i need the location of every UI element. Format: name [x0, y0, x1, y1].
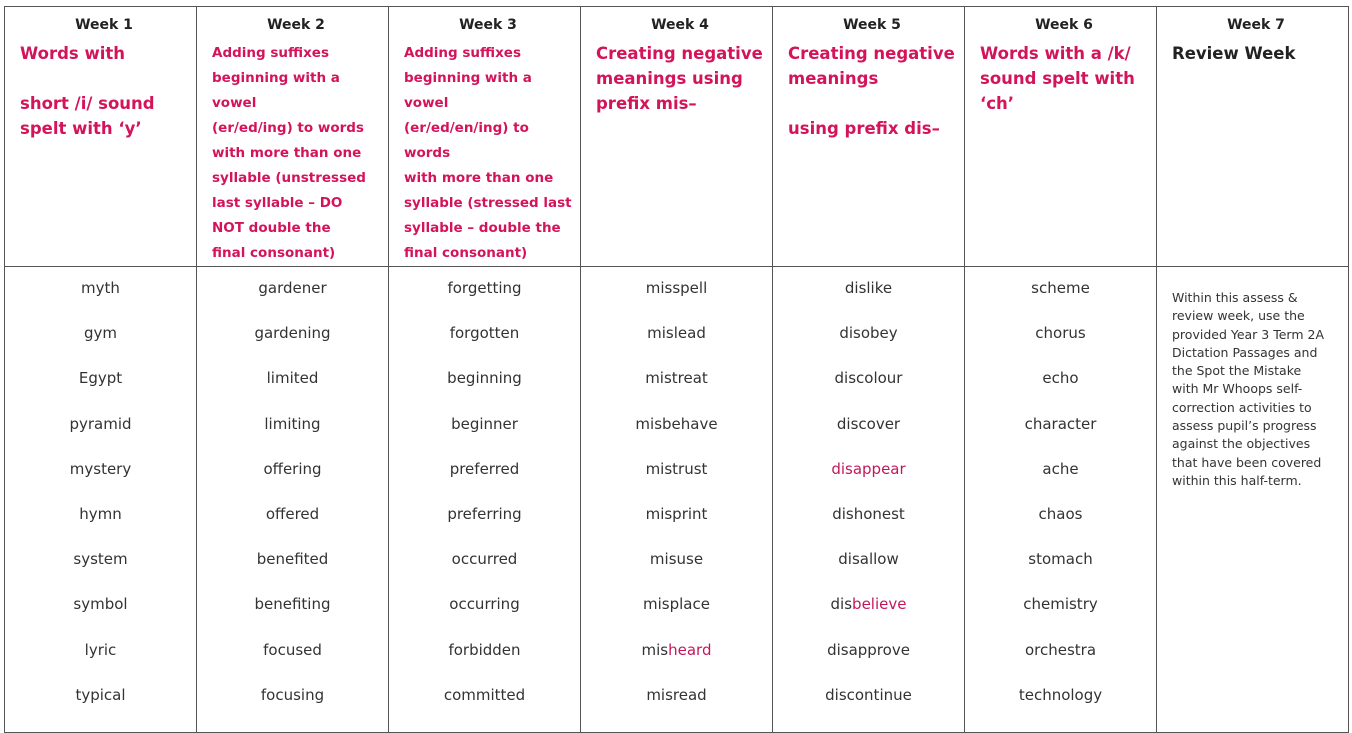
word-item: committed: [443, 685, 526, 704]
word-item: lyric: [84, 640, 117, 659]
word-item: focusing: [260, 685, 325, 704]
word-item: typical: [75, 685, 126, 704]
word-item-highlight: disappear: [831, 459, 906, 478]
word-item: misprint: [645, 504, 708, 523]
word-item: echo: [1042, 369, 1079, 388]
word-item: ache: [1042, 459, 1079, 478]
review-instructions: Within this assess & review week, use the provided Year 3 Term 2A Dictation Passages and the Spot the Mistake with Mr Whoops self-correction activities to assess pupil’s progress against the objectives that have been covered within this half-term.: [1172, 290, 1324, 488]
week-6-header: [965, 7, 1157, 267]
word-item-split: [581, 639, 772, 684]
week-topic: Adding suffixes beginning with a vowel (er/ed/en/ing) to words with more than one syllable (stressed last syllable – double the final consonant): [404, 45, 572, 261]
word-item: mislead: [647, 324, 706, 343]
word-item: forgotten: [449, 324, 520, 343]
week-topic: Words with short /i/ sound spelt with ‘y’: [20, 44, 155, 138]
word-item: gym: [83, 324, 117, 343]
week-1-words: [5, 267, 197, 733]
word-item: disallow: [838, 550, 899, 569]
word-item: dislike: [844, 279, 893, 297]
week-label: Week 7: [1227, 17, 1285, 33]
word-item: benefiting: [254, 595, 331, 614]
word-item: scheme: [1031, 279, 1090, 297]
word-item: mistreat: [645, 369, 708, 388]
word-item: myth: [81, 279, 120, 297]
word-item: discontinue: [825, 685, 912, 704]
word-item: dishonest: [832, 504, 905, 523]
header-row: [5, 7, 1349, 267]
word-item: beginner: [451, 414, 518, 433]
word-item: occurred: [451, 550, 518, 569]
week-7-header: [1157, 7, 1349, 267]
week-2-words: [197, 267, 389, 733]
word-item: occurring: [449, 595, 520, 614]
word-stem-highlight: heard: [668, 640, 712, 659]
week-label: Week 2: [267, 17, 325, 33]
word-item: limited: [266, 369, 319, 388]
word-item: chemistry: [1023, 595, 1098, 614]
word-item: offered: [265, 504, 320, 523]
week-label: Week 6: [1035, 17, 1093, 33]
word-item: discover: [836, 414, 901, 433]
word-stem-highlight: believe: [852, 595, 907, 614]
word-item: preferred: [449, 459, 520, 478]
word-item: disobey: [839, 324, 898, 343]
word-item: misuse: [649, 550, 704, 569]
week-7-review: [1157, 267, 1349, 733]
word-item: Egypt: [78, 369, 123, 388]
word-item: character: [1024, 414, 1097, 433]
week-3-header: [389, 7, 581, 267]
word-prefix: mis: [641, 640, 669, 659]
word-item: hymn: [79, 504, 122, 523]
word-item: misplace: [643, 595, 710, 614]
word-item: technology: [1018, 685, 1103, 704]
week-topic: Creating negative meanings using prefix mis–: [596, 44, 763, 113]
week-topic: Adding suffixes beginning with a vowel (er/ed/ing) to words with more than one syllable (unstressed last syllable – DO NOT double the final consonant): [212, 45, 366, 261]
words-row: [5, 267, 1349, 733]
week-4-header: [581, 7, 773, 267]
word-item: mistrust: [645, 459, 708, 478]
word-item: chorus: [1035, 324, 1086, 343]
word-item: offering: [263, 459, 322, 478]
word-item: disapprove: [827, 640, 910, 659]
word-item: benefited: [256, 550, 329, 569]
word-item: misspell: [645, 279, 708, 297]
word-item: symbol: [73, 595, 128, 614]
word-item: stomach: [1028, 550, 1093, 569]
week-5-header: [773, 7, 965, 267]
word-item: orchestra: [1024, 640, 1097, 659]
word-item: chaos: [1038, 504, 1083, 523]
week-label: Week 5: [843, 17, 901, 33]
week-3-words: [389, 267, 581, 733]
word-item: forgetting: [447, 279, 522, 297]
word-item: preferring: [447, 504, 522, 523]
word-item: misbehave: [635, 414, 718, 433]
week-5-words: [773, 267, 965, 733]
week-6-words: [965, 267, 1157, 733]
week-label: Week 3: [459, 17, 517, 33]
word-item: beginning: [447, 369, 522, 388]
word-item: forbidden: [448, 640, 521, 659]
spelling-overview-table: [4, 6, 1348, 703]
week-1-header: [5, 7, 197, 267]
week-topic: Review Week: [1172, 44, 1296, 63]
word-item: pyramid: [69, 414, 132, 433]
word-item: gardening: [254, 324, 331, 343]
word-prefix: dis: [830, 595, 853, 614]
week-topic: Words with a /k/ sound spelt with ‘ch’: [980, 44, 1135, 113]
word-item: limiting: [264, 414, 321, 433]
week-label: Week 4: [651, 17, 709, 33]
word-item-split: [773, 593, 964, 638]
word-item: focused: [263, 640, 322, 659]
week-4-words: [581, 267, 773, 733]
word-item: gardener: [258, 279, 327, 297]
week-topic: Creating negative meanings using prefix dis–: [788, 44, 955, 138]
word-item: discolour: [834, 369, 903, 388]
word-item: misread: [646, 685, 707, 704]
word-item: mystery: [69, 459, 132, 478]
word-item: system: [73, 550, 128, 569]
week-2-header: [197, 7, 389, 267]
week-label: Week 1: [75, 17, 133, 33]
